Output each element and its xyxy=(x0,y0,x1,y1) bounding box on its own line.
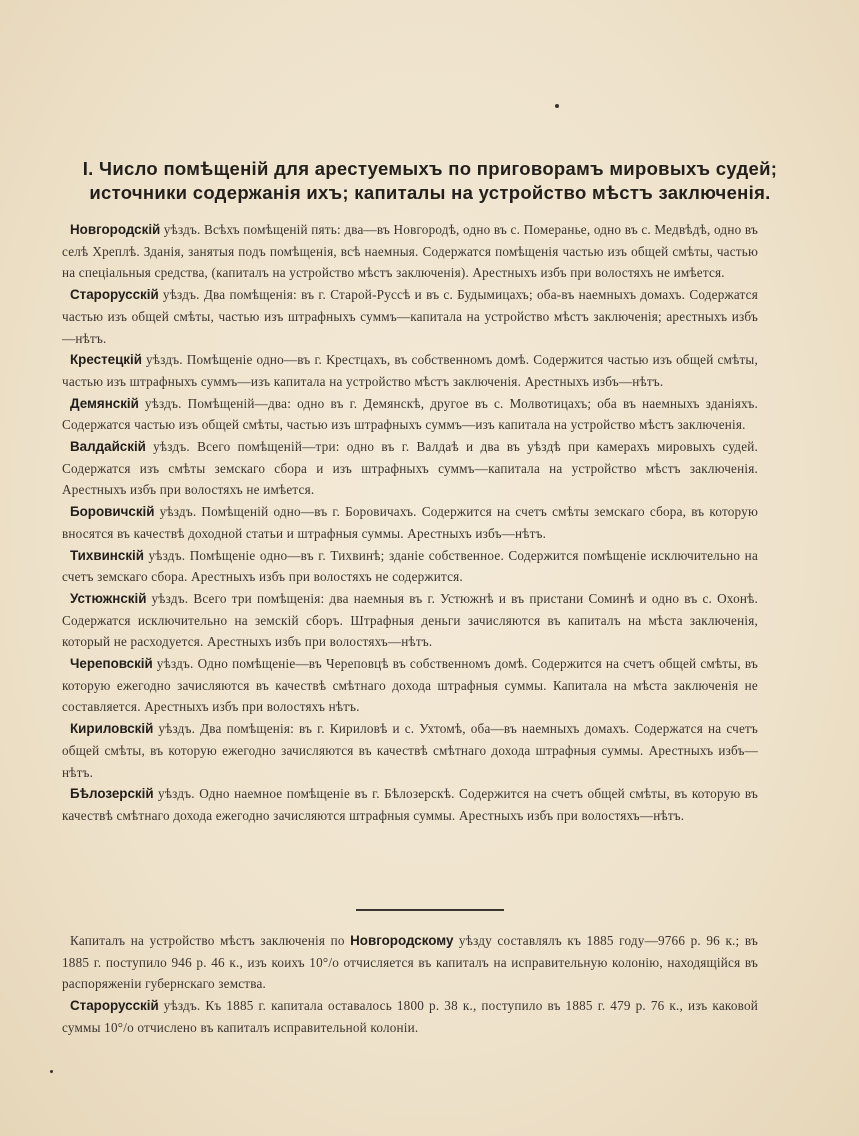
district-name: Новгородскій xyxy=(70,222,161,237)
district-name: Демянскій xyxy=(70,395,139,411)
entry-paragraph xyxy=(62,545,758,588)
district-name: Крестецкій xyxy=(70,352,142,368)
district-name: Новгородскому xyxy=(350,933,454,948)
district-name: Старорусскій xyxy=(70,998,159,1014)
entry-paragraph xyxy=(62,718,758,783)
entry-text: уѣздъ. Всѣхъ помѣщеній пять: два—въ Новгородѣ, одно въ с. Померанье, одно въ с. Медвѣдѣ, одно въ селѣ Хреплѣ. Зданія, занятыя подъ помѣщенія, всѣ наемныя. Содержатся помѣщенія частью изъ общей смѣты, частью на спеціальныя средства, (капиталъ на устройство мѣстъ заключенія). Арестныхъ избъ при волостяхъ не имѣется. xyxy=(62,222,758,281)
entry-paragraph xyxy=(62,501,758,544)
capital-entries xyxy=(62,930,758,1039)
entry-paragraph xyxy=(62,653,758,718)
print-speck xyxy=(50,1070,53,1073)
entry-paragraph xyxy=(62,783,758,826)
district-name: Бѣлозерскій xyxy=(70,786,154,802)
capital-text: уѣзду составлялъ къ 1885 году—9766 р. 96 к.; въ 1885 г. поступило 946 р. 46 к., изъ коихъ 10°/о отчисляется въ капиталъ на исправительную колонію, находящійся въ распоряженіи губернскаго земства. xyxy=(62,933,759,992)
entry-paragraph xyxy=(62,219,758,284)
district-name: Старорусскій xyxy=(70,287,159,303)
district-name: Устюжнскій xyxy=(70,590,147,606)
entry-paragraph xyxy=(62,393,758,436)
entry-text: уѣздъ. Помѣщеній—два: одно въ г. Демянскѣ, другое въ с. Молвотицахъ; оба въ наемныхъ зданіяхъ. Содержатся частью изъ общей смѣты, частью изъ штрафныхъ суммъ—изъ капитала на устройство мѣстъ заключенія. xyxy=(62,395,758,433)
heading-line-2: источники содержанія ихъ; капиталы на устройство мѣстъ заключенія. xyxy=(89,182,771,203)
entry-text: уѣздъ. Помѣщеніе одно—въ г. Крестцахъ, въ собственномъ домѣ. Содержится частью изъ общей смѣты, частью изъ штрафныхъ суммъ—изъ капитала на устройство мѣстъ заключенія. Арестныхъ избъ—нѣтъ. xyxy=(62,352,758,389)
entry-text: уѣздъ. Помѣщеній одно—въ г. Боровичахъ. Содержится на счетъ смѣты земскаго сбора, въ которую вносятся въ качествѣ доходной статьи и штрафныя суммы. Арестныхъ избъ—нѣтъ. xyxy=(62,504,758,541)
district-name: Боровичскій xyxy=(70,504,155,520)
district-name: Тихвинскій xyxy=(70,547,145,563)
district-name: Череповскій xyxy=(70,656,153,672)
entry-text: уѣздъ. Одно наемное помѣщеніе въ г. Бѣлозерскѣ. Содержится на счетъ общей смѣты, въ которую въ качествѣ смѣтнаго дохода ежегодно зачисляются штрафныя суммы. Арестныхъ избъ при волостяхъ—нѣтъ. xyxy=(62,786,758,823)
entry-paragraph xyxy=(62,588,758,653)
entry-text: уѣздъ. Одно помѣщеніе—въ Череповцѣ въ собственномъ домѣ. Содержится на счетъ общей смѣты, въ которую ежегодно зачисляются въ качествѣ смѣтнаго дохода штрафныя суммы. Капитала на мѣста заключенія не составляется. Арестныхъ избъ при волостяхъ нѣтъ. xyxy=(62,656,758,715)
entry-paragraph xyxy=(62,436,758,501)
entry-text: уѣздъ. Два помѣщенія: въ г. Старой-Руссѣ и въ с. Будымицахъ; оба-въ наемныхъ домахъ. Содержатся частью изъ общей смѣты, частью изъ штрафныхъ суммъ—капитала на устройство мѣстъ заключенія; арестныхъ избъ—нѣтъ. xyxy=(62,287,758,346)
capital-paragraph xyxy=(62,995,758,1038)
capital-text: уѣздъ. Къ 1885 г. капитала оставалось 1800 р. 38 к., поступило въ 1885 г. 479 р. 76 к., изъ каковой суммы 10°/о отчислено въ капиталъ исправительной колоніи. xyxy=(62,998,758,1035)
entry-text: уѣздъ. Два помѣщенія: въ г. Кириловѣ и с. Ухтомѣ, оба—въ наемныхъ домахъ. Содержатся на счетъ общей смѣты, въ которую ежегодно зачисляются въ качествѣ смѣтнаго дохода штрафныя суммы. Арестныхъ избъ—нѣтъ. xyxy=(62,721,758,780)
entry-text: уѣздъ. Помѣщеніе одно—въ г. Тихвинѣ; зданіе собственное. Содержится помѣщеніе исключительно на счетъ земскаго сбора. Арестныхъ избъ при волостяхъ не содержится. xyxy=(62,547,758,585)
section-heading xyxy=(40,157,820,205)
entry-text: уѣздъ. Всего три помѣщенія: два наемныя въ г. Устюжнѣ и въ пристани Соминѣ и одно въ с. Охонѣ. Содержатся исключительно на земскій сборъ. Штрафныя деньги зачисляются въ капиталъ на мѣста заключенія, который не расходуется. Арестныхъ избъ при волостяхъ—нѣтъ. xyxy=(62,590,758,650)
entry-text: уѣздъ. Всего помѣщеній—три: одно въ г. Валдаѣ и два въ уѣздѣ при камерахъ мировыхъ судей. Содержатся изъ смѣты земскаго сбора и изъ штрафныхъ суммъ—капитала на устройство мѣстъ заключенія. Арестныхъ избъ при волостяхъ не имѣется. xyxy=(62,439,758,498)
heading-line-1: I. Число помѣщеній для арестуемыхъ по приговорамъ мировыхъ судей; xyxy=(82,158,778,179)
district-name: Валдайскій xyxy=(70,439,146,455)
district-name: Кириловскій xyxy=(70,721,154,737)
capital-paragraph xyxy=(62,930,758,995)
capital-intro: Капиталъ на устройство мѣстъ заключенія по xyxy=(70,933,351,948)
print-speck xyxy=(555,104,559,108)
entry-paragraph xyxy=(62,284,758,349)
entry-paragraph xyxy=(62,349,758,392)
district-entries xyxy=(62,219,758,827)
section-divider xyxy=(356,909,504,911)
